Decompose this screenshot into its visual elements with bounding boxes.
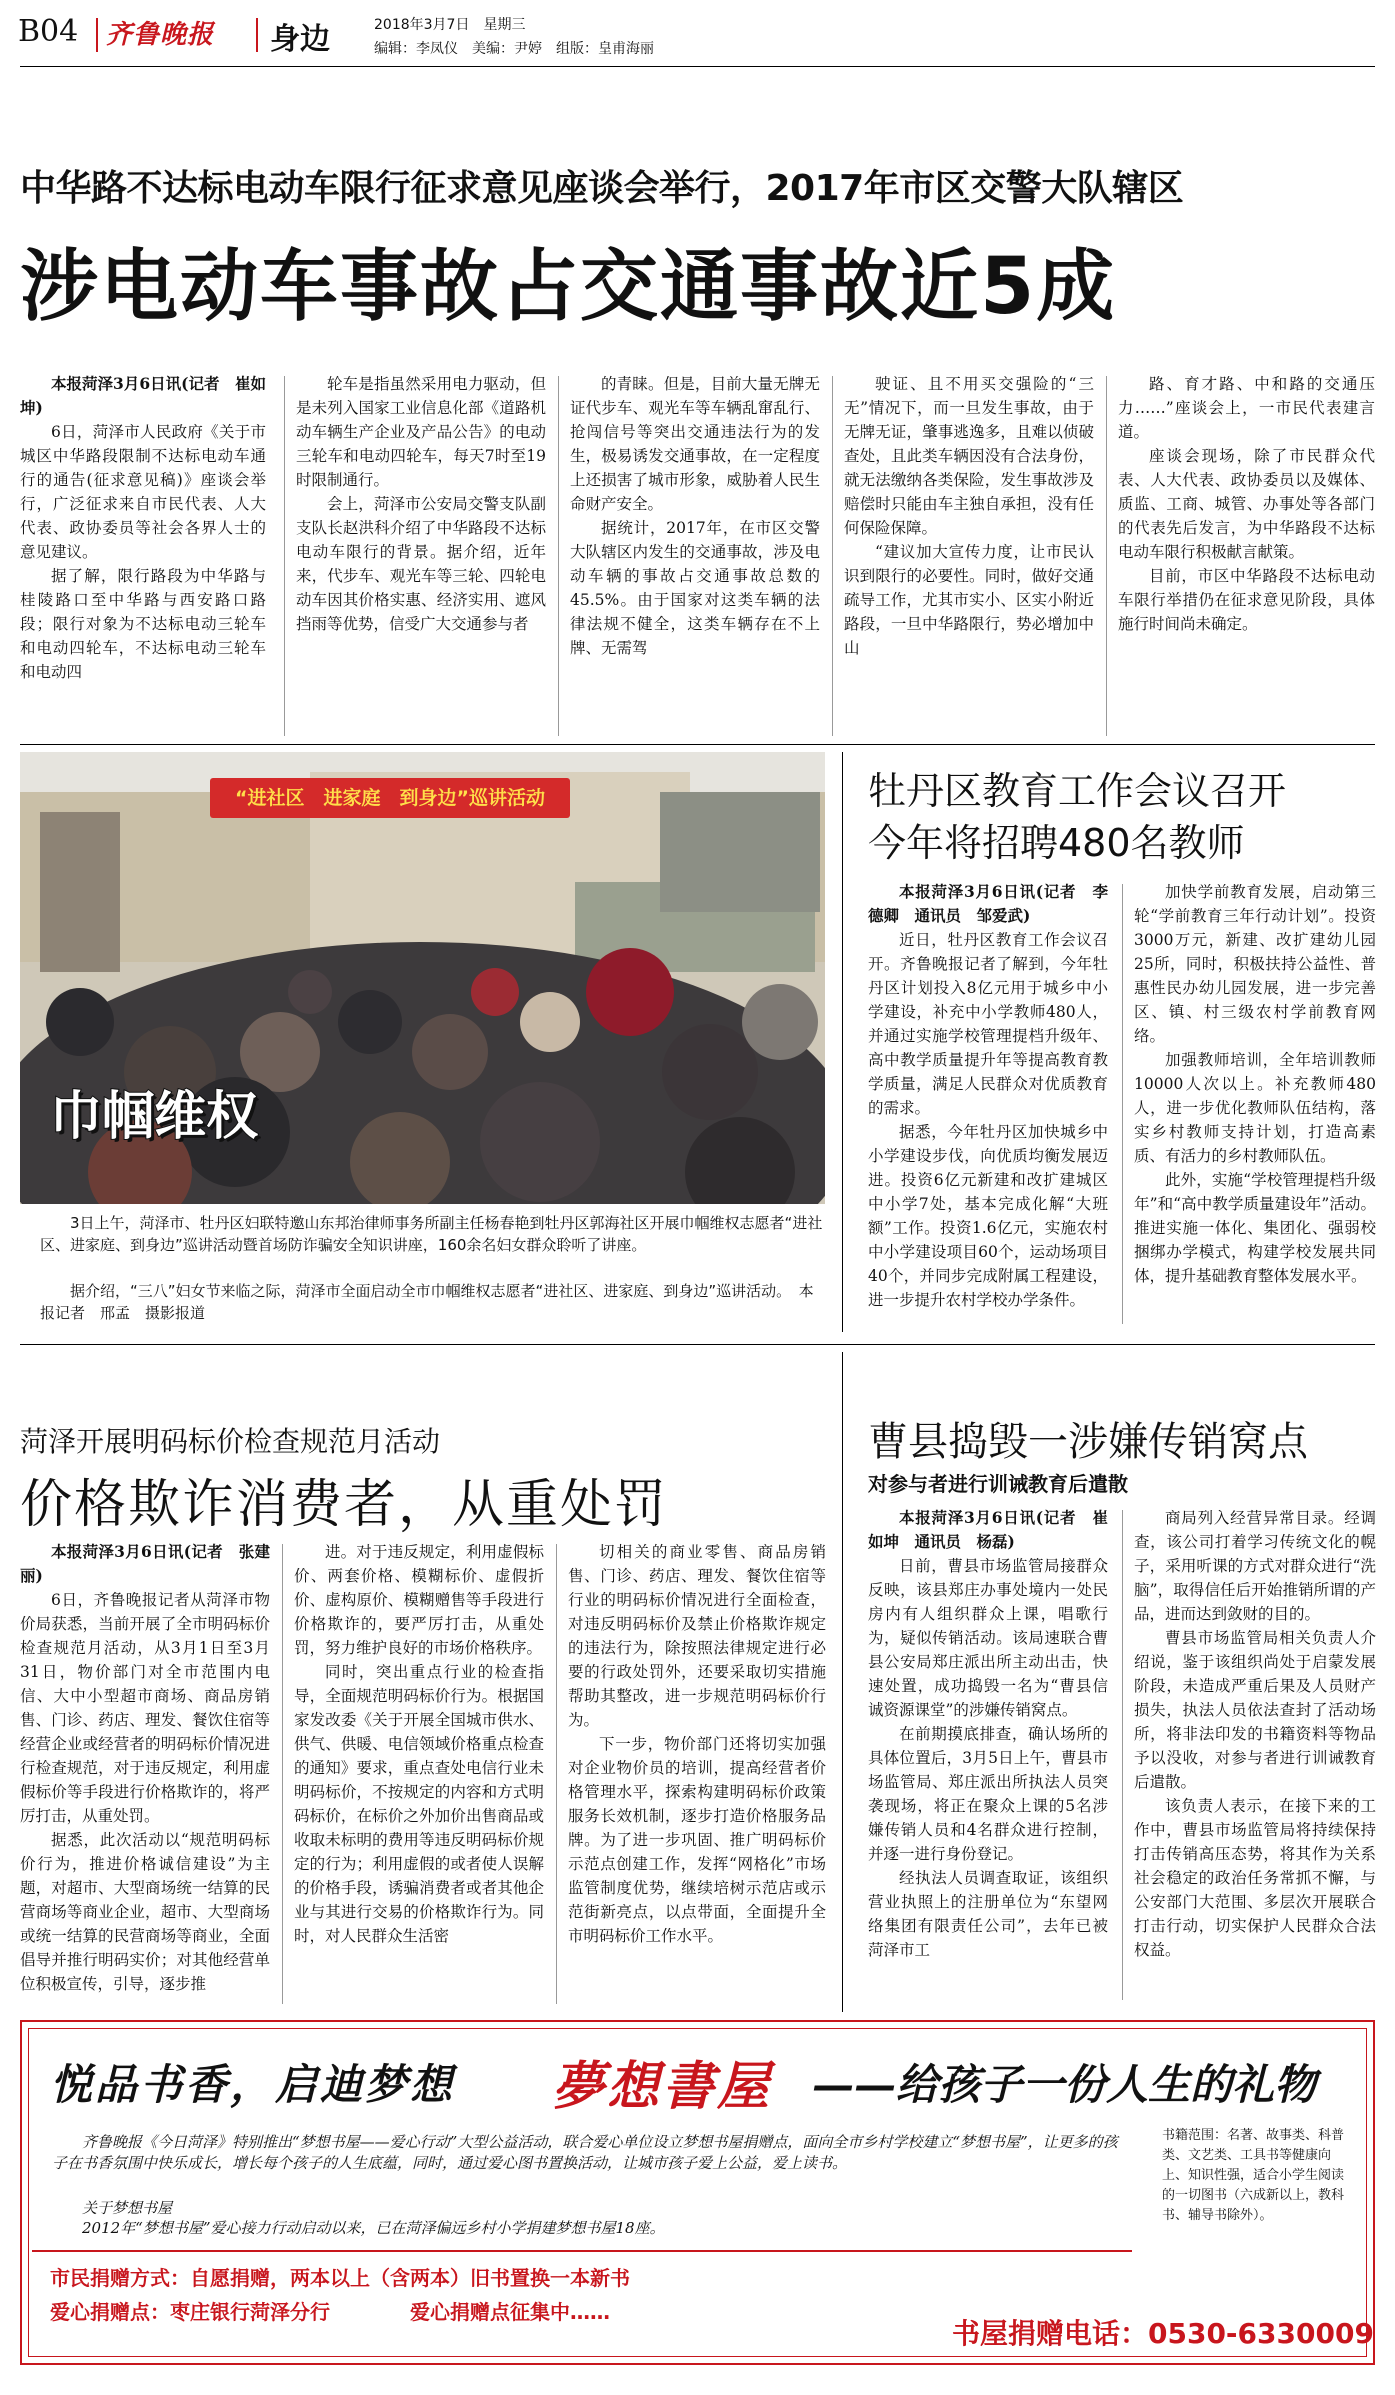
- advertisement: [20, 2020, 1375, 2365]
- article3-paragraph: 下一步，物价部门还将切实加强对企业物价员的培训，提高经营者价格管理水平，探索构建明码标价政策服务长效机制，逐步打造价格服务品牌。为了进一步巩固、推广明码标价示范点创建工作，发挥“网格化”市场监管制度优势，继续培树示范店或示范街新亮点，以点带面，全面提升全市明码标价工作水平。: [568, 1735, 826, 1945]
- photo-banner: “进社区 进家庭 到身边”巡讲活动: [210, 778, 570, 818]
- article4-paragraph: 日前，曹县市场监管局接群众反映，该县郑庄办事处境内一处民房内有人组织群众上课，唱歌行为，疑似传销活动。该局速联合曹县公安局郑庄派出所主动出击，快速处置，成功捣毁一名为“曹县信诚资源课堂”的涉嫌传销窝点。: [868, 1557, 1108, 1719]
- ad-brand-logo: 夢想書屋: [552, 2056, 773, 2117]
- article1-paragraph: 据了解，限行路段为中华路与桂陵路口至中华路与西安路口路段；限行对象为不达标电动三轮车和电动四轮车，不达标电动三轮车和电动四: [20, 567, 266, 681]
- article3-paragraph: 同时，突出重点行业的检查指导，全面规范明码标价行为。根据国家发改委《关于开展全国城市供水、供气、供暖、电信领域价格重点检查的通知》要求，重点查处电信行业未明码标价，不按规定的内容和方式明码标价，在标价之外加价出售商品或收取未标明的费用等违反明码标价规定的行为；利用虚假的或者使人误解的价格手段，诱骗消费者或者其他企业与其进行交易的价格欺诈行为。同时，对人民群众生活密: [294, 1663, 544, 1945]
- article3-kicker: 菏泽开展明码标价检查规范月活动: [20, 1425, 441, 1458]
- ad-body-2: 关于梦想书屋: [82, 2199, 173, 2217]
- article3-paragraph: 据悉，此次活动以“规范明码标价行为，推进价格诚信建设”为主题，对超市、大型商场统一结算的民营商场等商业企业，超市、大型商场或统一结算的民营商场等商业，全面倡导并推行明码实价；对其他经营单位积极宣传，引导，逐步推: [20, 1831, 270, 1993]
- article1-col-3: [570, 372, 820, 742]
- masthead-divider: [96, 18, 98, 52]
- section-title: 身边: [270, 22, 330, 57]
- ad-body-3: 2012年“梦想书屋”爱心接力行动启动以来，已在菏泽偏远乡村小学捐建梦想书屋18座。: [82, 2219, 665, 2237]
- article1-paragraph: 会上，菏泽市公安局交警支队副支队长赵洪科介绍了中华路段不达标电动车限行的背景。据介绍，近年来，代步车、观光车等三轮、四轮电动车因其价格实惠、经济实用、遮风挡雨等优势，信受广大交通参与者: [296, 495, 546, 633]
- article1-col-1: [20, 372, 266, 742]
- article1-paragraph: 驶证、且不用买交强险的“三无”情况下，而一旦发生事故，由于无牌无证，肇事逃逸多，且难以侦破查处，且此类车辆因没有合法身份，就无法缴纳各类保险，发生事故涉及赔偿时只能由车主独自承担，没有任何保险保障。: [844, 375, 1094, 537]
- article1-kicker: 中华路不达标电动车限行征求意见座谈会举行，2017年市区交警大队辖区: [20, 168, 1184, 209]
- article1-paragraph: 轮车是指虽然采用电力驱动，但是未列入国家工业信息化部《道路机动车辆生产企业及产品公告》的电动三轮车和电动四轮车，每天7时至19时限制通行。: [296, 375, 546, 489]
- masthead-date: 2018年3月7日 星期三: [374, 17, 526, 33]
- article3-paragraph: 进。对于违反规定，利用虚假标价、两套价格、模糊标价、虚假折价、虚构原价、模糊赠售等手段进行价格欺诈的，要严厉打击，从重处罚，努力维护良好的市场价格秩序。: [294, 1543, 544, 1657]
- article1-paragraph: 路、育才路、中和路的交通压力……”座谈会上，一市民代表建言道。: [1118, 375, 1375, 441]
- article3-paragraph: 6日，齐鲁晚报记者从菏泽市物价局获悉，当前开展了全市明码标价检查规范月活动，从3月1日至3月31日，物价部门对全市范围内电信、大中小型超市商场、商品房销售、门诊、药店、理发、餐饮住宿等经营企业或经营者的明码标价情况进行检查规范，对于违反规定，利用虚假标价等手段进行价格欺诈的，将严厉打击，从重处罚。: [20, 1591, 270, 1825]
- article2-headline-2: 今年将招聘480名教师: [868, 821, 1245, 865]
- article3-col-1: [20, 1540, 270, 2010]
- ad-tagline: ——给孩子一份人生的礼物: [812, 2060, 1317, 2109]
- article1-paragraph: 座谈会现场，除了市民群众代表、人大代表、政协委员以及媒体、质监、工商、城管、办事处等各部门的代表先后发言，为中华路段不达标电动车限行积极献言献策。: [1118, 447, 1375, 561]
- article3-col-3: [568, 1540, 826, 2010]
- article4-headline: 曹县捣毁一涉嫌传销窝点: [868, 1419, 1308, 1465]
- ad-method-2: 爱心捐赠点：枣庄银行菏泽分行 爱心捐赠点征集中……: [50, 2300, 610, 2324]
- article4-paragraph: 商局列入经营异常目录。经调查，该公司打着学习传统文化的幌子，采用听课的方式对群众进行“洗脑”，取得信任后开始推销所谓的产品，进而达到敛财的目的。: [1134, 1509, 1376, 1623]
- article1-paragraph: 的青睐。但是，目前大量无牌无证代步车、观光车等车辆乱窜乱行、抢闯信号等突出交通违法行为的发生，极易诱发交通事故，在一定程度上还损害了城市形象，威胁着人民生命财产安全。: [570, 375, 820, 513]
- article4-paragraph: 该负责人表示，在接下来的工作中，曹县市场监管局将持续保持打击传销高压态势，将其作为关系社会稳定的政治任务常抓不懈，与公安部门大范围、多层次开展联合打击行动，切实保护人民群众合法权益。: [1134, 1797, 1376, 1959]
- photo-caption-2: 据介绍，“三八”妇女节来临之际，菏泽市全面启动全市巾帼维权志愿者“进社区、进家庭、到身边”巡讲活动。 本报记者 邢孟 摄影报道: [40, 1282, 814, 1322]
- photo-caption-1: 3日上午，菏泽市、牡丹区妇联特邀山东邦治律师事务所副主任杨春艳到牡丹区郭海社区开展巾帼维权志愿者“进社区、进家庭、到身边”巡讲活动暨首场防诈骗安全知识讲座，160余名妇女群众聆听了讲座。: [40, 1214, 823, 1254]
- article4-col-1: [868, 1506, 1108, 2006]
- ad-method-1: 市民捐赠方式：自愿捐赠，两本以上（含两本）旧书置换一本新书: [50, 2266, 630, 2290]
- article4-paragraph: 曹县市场监管局相关负责人介绍说，鉴于该组织尚处于启蒙发展阶段，未造成严重后果及人员财产损失，执法人员依法查封了活动场所，将非法印发的书籍资料等物品予以没收，对参与者进行训诫教育后遣散。: [1134, 1629, 1376, 1791]
- article4-col-2: [1134, 1506, 1376, 2006]
- article3-col-2: [294, 1540, 544, 2010]
- ad-slogan: 悦品书香，启迪梦想: [50, 2060, 456, 2109]
- ad-phone: 书屋捐赠电话：0530-6330009: [952, 2317, 1374, 2350]
- article4-dateline: 本报菏泽3月6日讯(记者 崔如坤 通讯员 杨磊): [868, 1508, 1108, 1551]
- photo-overlay-title: 巾帼维权: [50, 1087, 259, 1147]
- masthead-staff: 编辑：李凤仪 美编：尹婷 组版：皇甫海丽: [374, 41, 654, 57]
- ad-body-1: 齐鲁晚报《今日菏泽》特别推出“梦想书屋——爱心行动”大型公益活动，联合爱心单位设立梦想书屋捐赠点，面向全市乡村学校建立“梦想书屋”，让更多的孩子在书香氛围中快乐成长，增长每个孩子的人生底蕴，同时，通过爱心图书置换活动，让城市孩子爱上公益，爱上读书。: [52, 2133, 1118, 2172]
- paper-logo: 齐鲁晚报: [106, 20, 215, 50]
- article1-col-5: [1118, 372, 1375, 742]
- article2-paragraph: 加快学前教育发展，启动第三轮“学前教育三年行动计划”。投资3000万元，新建、改扩建幼儿园25所，同时，积极扶持公益性、普惠性民办幼儿园发展，进一步完善区、镇、村三级农村学前教育网络。: [1134, 883, 1376, 1045]
- article2-col-1: [868, 880, 1108, 1330]
- article4-paragraph: 经执法人员调查取证，该组织营业执照上的注册单位为“东望网络集团有限责任公司”，去年已被菏泽市工: [868, 1869, 1108, 1959]
- article2-paragraph: 此外，实施“学校管理提档升级年”和“高中教学质量建设年”活动。推进实施一体化、集团化、强弱校捆绑办学模式，构建学校发展共同体，提升基础教育整体发展水平。: [1134, 1171, 1376, 1285]
- article1-col-4: [844, 372, 1094, 742]
- masthead-divider-2: [256, 18, 258, 52]
- article2-headline-1: 牡丹区教育工作会议召开: [868, 769, 1287, 813]
- section-rule: [20, 744, 1375, 745]
- masthead-rule: [20, 66, 1375, 67]
- article1-paragraph: 目前，市区中华路段不达标电动车限行举措仍在征求意见阶段，具体施行时间尚未确定。: [1118, 567, 1375, 633]
- ad-side-note: 书籍范围：名著、故事类、科普类、文艺类、工具书等健康向上、知识性强，适合小学生阅读的一切图书（六成新以上，教科书、辅导书除外）。: [1162, 2128, 1345, 2223]
- article4-subhead: 对参与者进行训诫教育后遣散: [868, 1472, 1128, 1496]
- article2-paragraph: 近日，牡丹区教育工作会议召开。齐鲁晚报记者了解到，今年牡丹区计划投入8亿元用于城乡中小学建设，补充中小学教师480人，并通过实施学校管理提档升级年、高中教学质量提升年等提高教育教学质量，满足人民群众对优质教育的需求。: [868, 931, 1108, 1117]
- article1-paragraph: “建议加大宣传力度，让市民认识到限行的必要性。同时，做好交通疏导工作，尤其市实小、区实小附近路段，一旦中华路限行，势必增加中山: [844, 543, 1094, 657]
- article2-paragraph: 加强教师培训，全年培训教师10000人次以上。补充教师480人，进一步优化教师队伍结构，落实乡村教师支持计划，打造高素质、有活力的乡村教师队伍。: [1134, 1051, 1376, 1165]
- article3-headline: 价格欺诈消费者，从重处罚: [20, 1475, 669, 1535]
- article1-dateline: 本报菏泽3月6日讯(记者 崔如坤): [20, 374, 266, 417]
- article1-col-2: [296, 372, 546, 742]
- ad-red-divider: [32, 2250, 1132, 2252]
- article2-dateline: 本报菏泽3月6日讯(记者 李德卿 通讯员 邹爱武): [868, 882, 1108, 925]
- article1-paragraph: 据统计，2017年，在市区交警大队辖区内发生的交通事故，涉及电动车辆的事故占交通事故总数的45.5%。由于国家对这类车辆的法律法规不健全，这类车辆存在不上牌、无需驾: [570, 519, 820, 657]
- news-photo: [20, 752, 825, 1204]
- article2-col-2: [1134, 880, 1376, 1330]
- article1-headline: 涉电动车事故占交通事故近5成: [20, 242, 1117, 332]
- article2-paragraph: 据悉，今年牡丹区加快城乡中小学建设步伐，向优质均衡发展迈进。投资6亿元新建和改扩建城区中小学7处，基本完成化解“大班额”工作。投资1.6亿元，实施农村中小学建设项目60个，运动场项目40个，并同步完成附属工程建设，进一步提升农村学校办学条件。: [868, 1123, 1108, 1309]
- article3-dateline: 本报菏泽3月6日讯(记者 张建丽): [20, 1542, 270, 1585]
- page-number: B04: [18, 14, 79, 49]
- article1-paragraph: 6日，菏泽市人民政府《关于市城区中华路段限制不达标电动车通行的通告(征求意见稿)》座谈会举行，广泛征求来自市民代表、人大代表、政协委员等社会各界人士的意见建议。: [20, 423, 266, 561]
- article3-paragraph: 切相关的商业零售、商品房销售、门诊、药店、理发、餐饮住宿等行业的明码标价情况进行全面检查，对违反明码标价及禁止价格欺诈规定的违法行为，除按照法律规定进行必要的行政处罚外，还要采取切实措施帮助其整改，进一步规范明码标价行为。: [568, 1543, 826, 1729]
- section-rule: [20, 1344, 1375, 1345]
- article4-paragraph: 在前期摸底排查，确认场所的具体位置后，3月5日上午，曹县市场监管局、郑庄派出所执法人员突袭现场，将正在聚众上课的5名涉嫌传销人员和4名群众进行控制，并逐一进行身份登记。: [868, 1725, 1108, 1863]
